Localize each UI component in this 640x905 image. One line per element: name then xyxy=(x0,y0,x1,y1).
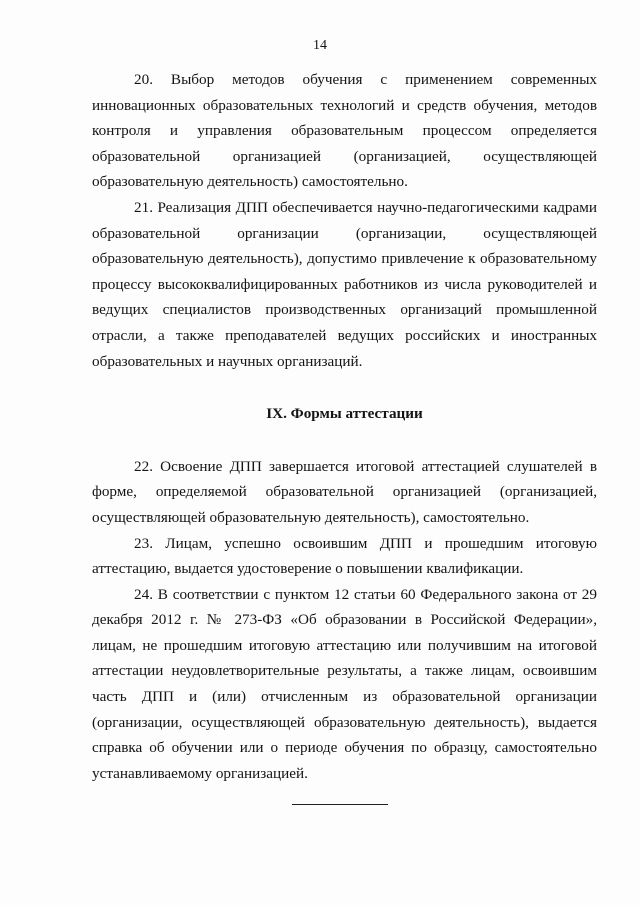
document-body xyxy=(92,67,597,786)
paragraph-22: 22. Освоение ДПП завершается итоговой аттестацией слушателей в форме, определяемой образовательной организацией (организацией, осуществляющей образовательную деятельность), самостоятельно. xyxy=(92,457,597,526)
section-heading: IX. Формы аттестации xyxy=(266,405,423,423)
paragraph-23: 23. Лицам, успешно освоившим ДПП и прошедшим итоговую аттестацию, выдается удостоверение о повышении квалификации. xyxy=(92,534,597,578)
paragraph-21: 21. Реализация ДПП обеспечивается научно-педагогическими кадрами образовательной организации (организации, осуществляющей образовательную деятельность), допустимо привлечение к образовательному процессу высококвалифицированных работников из числа руководителей и ведущих специалистов производственных организаций промышленной отрасли, а также преподавателей ведущих российских и иностранных образовательных и научных организаций. xyxy=(92,198,597,370)
end-rule xyxy=(292,804,388,805)
paragraph-20: 20. Выбор методов обучения с применением современных инновационных образовательных технологий и средств обучения, методов контроля и управления образовательным процессом определяется образовательной организацией (организацией, осуществляющей образовательную деятельность) самостоятельно. xyxy=(92,71,597,191)
page-number: 14 xyxy=(313,38,327,53)
paragraph-24: 24. В соответствии с пунктом 12 статьи 60 Федерального закона от 29 декабря 2012 г. № 273-ФЗ «Об образовании в Российской Федерации», лицам, не прошедшим итоговую аттестацию или получившим на итоговой аттестации неудовлетворительные результаты, а также лицам, освоившим часть ДПП и (или) отчисленным из образовательной организации (организации, осуществляющей образовательную деятельность), выдается справка об обучении или о периоде обучения по образцу, самостоятельно устанавливаемому организацией. xyxy=(92,585,597,782)
